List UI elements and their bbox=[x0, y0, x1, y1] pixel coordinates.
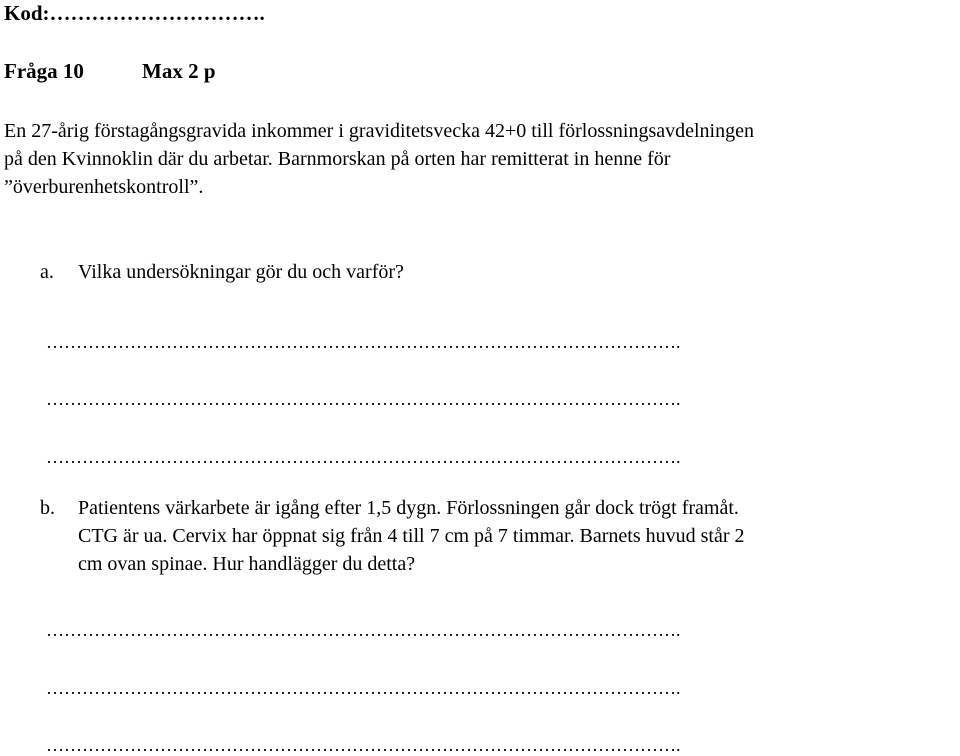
answer-line-a-3[interactable]: ……………………………………………………………………………………………. bbox=[46, 447, 681, 467]
intro-line: En 27-årig förstagångsgravida inkommer i graviditetsvecka 42+0 till förlossningsavdelningen bbox=[4, 120, 754, 142]
part-a-text: Vilka undersökningar gör du och varför? bbox=[78, 261, 404, 283]
question-intro bbox=[4, 117, 954, 201]
kod-label: Kod:…………………………. bbox=[4, 1, 265, 25]
answer-line-b-3[interactable]: ……………………………………………………………………………………………. bbox=[46, 735, 681, 755]
part-b-row bbox=[40, 494, 955, 522]
answer-line-b-2[interactable]: ……………………………………………………………………………………………. bbox=[46, 678, 681, 698]
part-b-row bbox=[40, 550, 955, 578]
question-title: Fråga 10 bbox=[4, 59, 84, 83]
part-b bbox=[40, 494, 955, 578]
part-b-label: b. bbox=[40, 497, 55, 519]
answer-line-a-1[interactable]: ……………………………………………………………………………………………. bbox=[46, 332, 681, 352]
answer-line-b-1[interactable]: ……………………………………………………………………………………………. bbox=[46, 620, 681, 640]
part-b-row bbox=[40, 522, 955, 550]
question-header bbox=[4, 58, 216, 84]
max-points: Max 2 p bbox=[142, 59, 216, 83]
intro-line: på den Kvinnoklin där du arbetar. Barnmorskan på orten har remitterat in henne för bbox=[4, 148, 671, 170]
part-b-line: cm ovan spinae. Hur handlägger du detta? bbox=[78, 553, 416, 575]
intro-line: ”överburenhetskontroll”. bbox=[4, 176, 204, 198]
part-a bbox=[40, 258, 404, 286]
part-b-line: Patientens värkarbete är igång efter 1,5 dygn. Förlossningen går dock trögt framåt. bbox=[78, 497, 739, 519]
answer-line-a-2[interactable]: ……………………………………………………………………………………………. bbox=[46, 389, 681, 409]
part-b-line: CTG är ua. Cervix har öppnat sig från 4 till 7 cm på 7 timmar. Barnets huvud står 2 bbox=[78, 525, 745, 547]
part-a-label: a. bbox=[40, 261, 54, 283]
